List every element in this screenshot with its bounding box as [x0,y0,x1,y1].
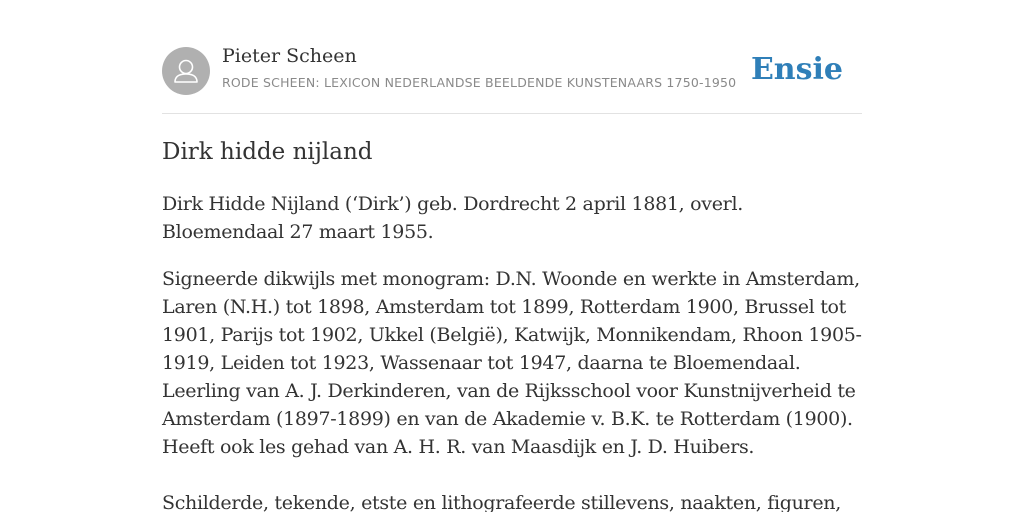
header-divider [162,113,862,114]
article-paragraph: Signeerde dikwijls met monogram: D.N. Woonde en werkte in Amsterdam, Laren (N.H.) tot 1898, Amsterdam tot 1899, Rotterdam 1900, Brussel tot 1901, Parijs tot 1902, Ukkel (België), Katwijk, Monnikendam, Rhoon 1905-1919, Leiden tot 1923, Wassenaar tot 1947, daarna te Bloemendaal. Leerling van A. J. Derkinderen, van de Rijksschool voor Kunstnijverheid te Amsterdam (1897-1899) en van de Akademie v. B.K. te Rotterdam (1900). Heeft ook les gehad van A. H. R. van Maasdijk en J. D. Huibers. [162,268,862,458]
ensie-logo[interactable]: Ensie [750,52,843,87]
author-avatar[interactable] [162,47,210,95]
article-paragraph: Dirk Hidde Nijland (‘Dirk’) geb. Dordrecht 2 april 1881, overl. Bloemendaal 27 maart 1955. [162,193,743,243]
article-paragraph: Schilderde, tekende, etste en lithografeerde stillevens, naakten, figuren, [162,492,841,512]
page-title: Dirk hidde nijland [162,139,373,165]
article-header [162,46,862,96]
source-title[interactable]: RODE SCHEEN: LEXICON NEDERLANDSE BEELDENDE KUNSTENAARS 1750-1950 [222,75,737,90]
user-avatar-icon [162,47,210,95]
author-name[interactable]: Pieter Scheen [222,45,357,67]
